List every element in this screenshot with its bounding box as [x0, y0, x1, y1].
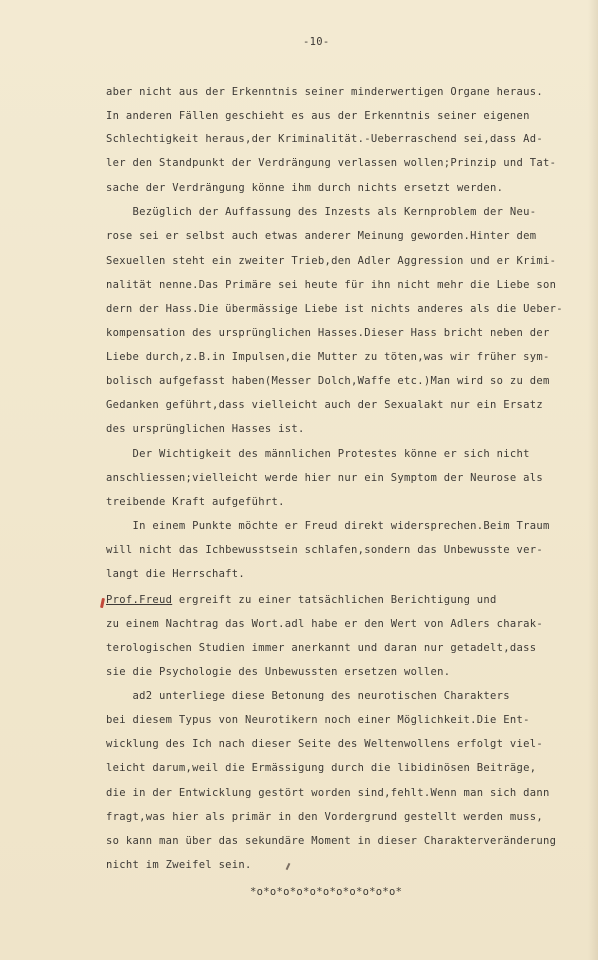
- text-line: Gedanken geführt,dass vielleicht auch der Sexualakt nur ein Ersatz: [106, 399, 544, 411]
- text-line: des ursprünglichen Hasses ist.: [106, 423, 305, 435]
- text-line: dern der Hass.Die übermässige Liebe ist nichts anderes als die Ueber-: [106, 303, 563, 315]
- text-line: so kann man über das sekundäre Moment in dieser Charakterveränderung: [106, 835, 557, 847]
- text-line: will nicht das Ichbewusstsein schlafen,sondern das Unbewusste ver-: [106, 544, 544, 556]
- text-line: die in der Entwicklung gestört worden sind,fehlt.Wenn man sich dann: [106, 787, 550, 799]
- text-line: anschliessen;vielleicht werde hier nur ein Symptom der Neurose als: [106, 472, 544, 484]
- text-line: Liebe durch,z.B.in Impulsen,die Mutter zu töten,was wir früher sym-: [106, 351, 550, 363]
- section-separator: *o*o*o*o*o*o*o*o*o*o*o*: [250, 886, 403, 898]
- text-line: terologischen Studien immer anerkannt und daran nur getadelt,dass: [106, 642, 537, 654]
- text-line: leicht darum,weil die Ermässigung durch die libidinösen Beiträge,: [106, 762, 537, 774]
- text-line: Sexuellen steht ein zweiter Trieb,den Adler Aggression und er Krimi-: [106, 255, 557, 267]
- ink-mark: [286, 863, 291, 870]
- text-line: Schlechtigkeit heraus,der Kriminalität.-Ueberraschend sei,dass Ad-: [106, 133, 544, 145]
- text-line: In anderen Fällen geschieht es aus der Erkenntnis seiner eigenen: [106, 110, 530, 122]
- text-line: sache der Verdrängung könne ihm durch nichts ersetzt werden.: [106, 182, 504, 194]
- text-line: treibende Kraft aufgeführt.: [106, 496, 285, 508]
- text-line: kompensation des ursprünglichen Hasses.Dieser Hass bricht neben der: [106, 327, 550, 339]
- text-line: Der Wichtigkeit des männlichen Protestes könne er sich nicht: [106, 448, 530, 460]
- text-line: In einem Punkte möchte er Freud direkt widersprechen.Beim Traum: [106, 520, 550, 532]
- speaker-name: Prof.Freud: [106, 594, 173, 606]
- text-line: aber nicht aus der Erkenntnis seiner minderwertigen Organe heraus.: [106, 86, 544, 98]
- text-line: sie die Psychologie des Unbewussten ersetzen wollen.: [106, 666, 451, 678]
- red-margin-mark: [100, 598, 105, 608]
- text-line: nalität nenne.Das Primäre sei heute für ihn nicht mehr die Liebe son: [106, 279, 557, 291]
- text-line: Bezüglich der Auffassung des Inzests als Kernproblem der Neu-: [106, 206, 537, 218]
- text-line: bei diesem Typus von Neurotikern noch einer Möglichkeit.Die Ent-: [106, 714, 530, 726]
- speaker-line-rest: ergreift zu einer tatsächlichen Berichtigung und: [172, 594, 497, 606]
- text-line: langt die Herrschaft.: [106, 568, 246, 580]
- text-line: bolisch aufgefasst haben(Messer Dolch,Waffe etc.)Man wird so zu dem: [106, 375, 550, 387]
- text-line: nicht im Zweifel sein.: [106, 859, 252, 871]
- text-line: ler den Standpunkt der Verdrängung verlassen wollen;Prinzip und Tat-: [106, 157, 557, 169]
- speaker-line: [106, 594, 497, 606]
- page-edge-shadow: [588, 0, 598, 960]
- text-line: fragt,was hier als primär in den Vordergrund gestellt werden muss,: [106, 811, 544, 823]
- text-line: ad2 unterliege diese Betonung des neurotischen Charakters: [106, 690, 510, 702]
- text-line: zu einem Nachtrag das Wort.adl habe er den Wert von Adlers charak-: [106, 618, 544, 630]
- text-line: wicklung des Ich nach dieser Seite des Weltenwollens erfolgt viel-: [106, 738, 544, 750]
- page-number: -10-: [303, 36, 330, 48]
- text-line: rose sei er selbst auch etwas anderer Meinung geworden.Hinter dem: [106, 230, 537, 242]
